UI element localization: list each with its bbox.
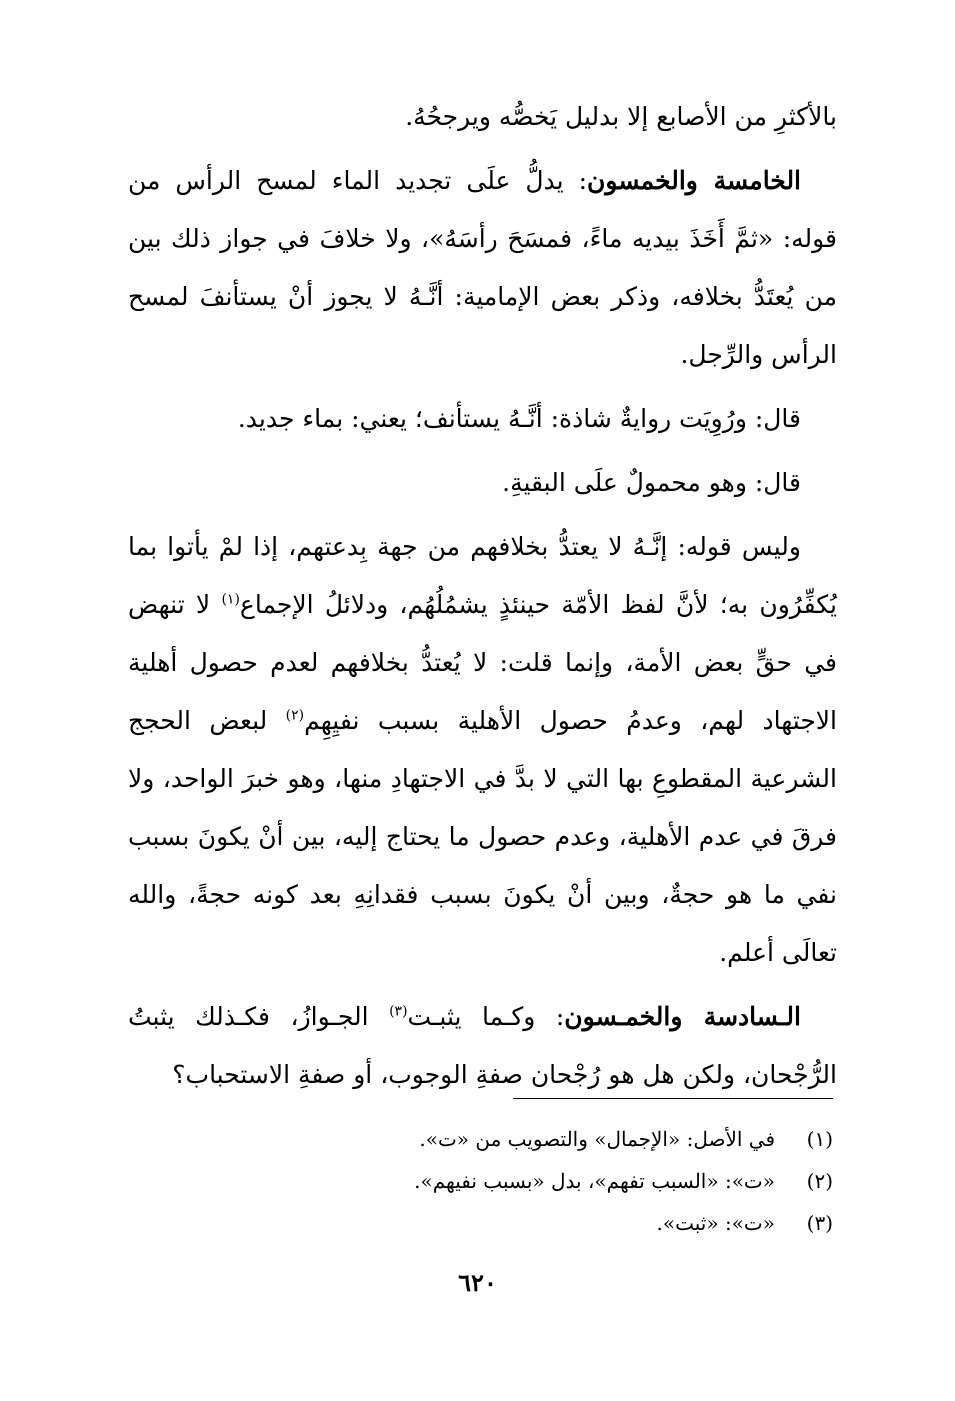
footnote-marker[interactable]: (٣) <box>389 1003 408 1020</box>
paragraph-text: : وكـما يثبـت <box>407 1002 565 1031</box>
footnote-marker[interactable]: (٢) <box>285 707 305 724</box>
paragraph-quote-2 <box>128 454 837 512</box>
footnote-number: (٢) <box>806 1169 833 1193</box>
issue-heading: الخامسة والخمسون <box>587 166 802 195</box>
paragraph-issue-55 <box>128 152 837 384</box>
page-number: ٦٢٠ <box>458 1268 497 1297</box>
paragraph-text: الجـوازُ، فكـذلك يثبتُ الرُّجْحان، ولكن هل هو رُجْحان صفةِ الوجوب، أو صفةِ الاستحباب؟ <box>128 1002 837 1089</box>
footnote-marker[interactable]: (١) <box>221 591 240 608</box>
paragraph-text: لا تنهض في حقٍّ بعض الأمة، وإنما قلت: لا يُعتدُّ بخلافهم لعدم حصول أهلية الاجتهاد لهم، وعدمُ حصول الأهلية بسبب نفيِهِم <box>128 590 837 735</box>
footnote-text: «ت»: «السبب تفهم»، بدل «بسبب نفيهم». <box>414 1169 775 1193</box>
paragraph-text: بالأكثرِ من الأصابع إلا بدليل يَخصُّه ويرجحُهُ. <box>405 102 837 131</box>
paragraph-commentary <box>128 518 837 982</box>
paragraph-continuation <box>128 88 837 146</box>
paragraph-text: وليس قوله: إنَّـهُ لا يعتدُّ بخلافهم من جهة بِدعتهم، إذا لمْ يأتوا بما يُكفِّرُون به؛ لأنَّ لفظ الأمّة حينئذٍ يشمُلُهُم، ودلائلُ الإجماع <box>128 532 837 619</box>
footnote-text: «ت»: «ثبت». <box>656 1211 775 1235</box>
footnote-separator <box>513 1098 833 1099</box>
paragraph-text: قال: وهو محمولٌ علَى البقيةِ. <box>502 468 801 497</box>
paragraph-quote-1 <box>128 390 837 448</box>
footnotes <box>133 1118 833 1244</box>
paragraph-text: : يدلُّ علَى تجديد الماء لمسح الرأس من قوله: «ثمَّ أَخَذَ بيديه ماءً، فمسَحَ رأسَهُ»، ولا خلافَ في جواز ذلك بين من يُعتَدُّ بخلافه، وذكر بعض الإمامية: أنَّـهُ لا يجوز أنْ يستأنفَ لمسح الرأس والرِّجل. <box>128 166 837 369</box>
paragraph-issue-56 <box>128 988 837 1104</box>
footnote-number: (٣) <box>806 1211 833 1235</box>
footnote <box>133 1202 833 1244</box>
issue-heading: الـسادسة والخمـسون <box>564 1002 801 1031</box>
paragraph-text: لبعض الحجج الشرعية المقطوعِ بها التي لا بدَّ في الاجتهادِ منها، وهو خبرَ الواحد، ولا فرقَ في عدم الأهلية، وعدم حصول ما يحتاج إليه، بين أنْ يكونَ بسبب نفي ما هو حجةٌ، وبين أنْ يكونَ بسبب فقدانِهِ بعد كونه حجةً، والله تعالَى أعلم. <box>128 706 837 967</box>
paragraph-text: قال: ورُوِيَت روايةٌ شاذة: أنَّـهُ يستأنف؛ يعني: بماء جديد. <box>237 404 801 433</box>
footnote-number: (١) <box>806 1127 833 1151</box>
footnote-text: في الأصل: «الإجمال» والتصويب من «ت». <box>419 1127 775 1151</box>
footnote <box>133 1160 833 1202</box>
footnote <box>133 1118 833 1160</box>
